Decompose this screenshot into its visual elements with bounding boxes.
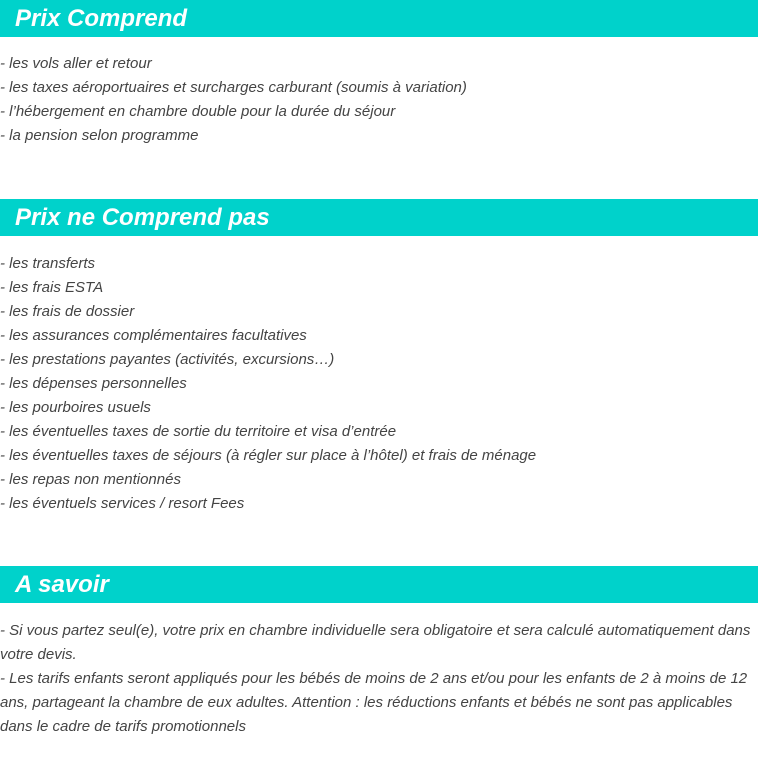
list-item: - les assurances complémentaires facultatives xyxy=(0,327,307,344)
list-item: - les frais de dossier xyxy=(0,303,135,320)
list-item: - les pourboires usuels xyxy=(0,399,151,416)
list-item: - les vols aller et retour xyxy=(0,55,152,72)
included-list xyxy=(0,52,758,148)
list-item: - la pension selon programme xyxy=(0,127,199,144)
info-paragraph: - Les tarifs enfants seront appliqués pour les bébés de moins de 2 ans et/ou pour les enfants de 2 à moins de 12 ans, partageant la chambre de eux adultes. Attention : les réductions enfants et bébés ne sont pas applicables dans le cadre de tarifs promotionnels xyxy=(0,670,748,735)
section-a-savoir xyxy=(0,566,758,739)
info-paragraph: - Si vous partez seul(e), votre prix en chambre individuelle sera obligatoire et sera calculé automatiquement dans votre devis. xyxy=(0,622,751,663)
section-prix-ne-comprend-pas xyxy=(0,199,758,516)
list-item: - les frais ESTA xyxy=(0,279,104,296)
list-item: - les prestations payantes (activités, excursions…) xyxy=(0,351,335,368)
section-title-a-savoir: A savoir xyxy=(0,566,758,603)
list-item: - les éventuelles taxes de sortie du territoire et visa d’entrée xyxy=(0,423,397,440)
list-item: - l’hébergement en chambre double pour la durée du séjour xyxy=(0,103,396,120)
list-item: - les dépenses personnelles xyxy=(0,375,187,392)
list-item: - les taxes aéroportuaires et surcharges carburant (soumis à variation) xyxy=(0,79,467,96)
list-item: - les transferts xyxy=(0,255,96,272)
list-item: - les éventuels services / resort Fees xyxy=(0,495,245,512)
a-savoir-body xyxy=(0,619,758,739)
section-title-prix-comprend: Prix Comprend xyxy=(0,0,758,37)
section-title-prix-ne-comprend-pas: Prix ne Comprend pas xyxy=(0,199,758,236)
section-prix-comprend xyxy=(0,0,758,148)
list-item: - les éventuelles taxes de séjours (à régler sur place à l’hôtel) et frais de ménage xyxy=(0,447,537,464)
list-item: - les repas non mentionnés xyxy=(0,471,181,488)
not-included-list xyxy=(0,252,758,516)
